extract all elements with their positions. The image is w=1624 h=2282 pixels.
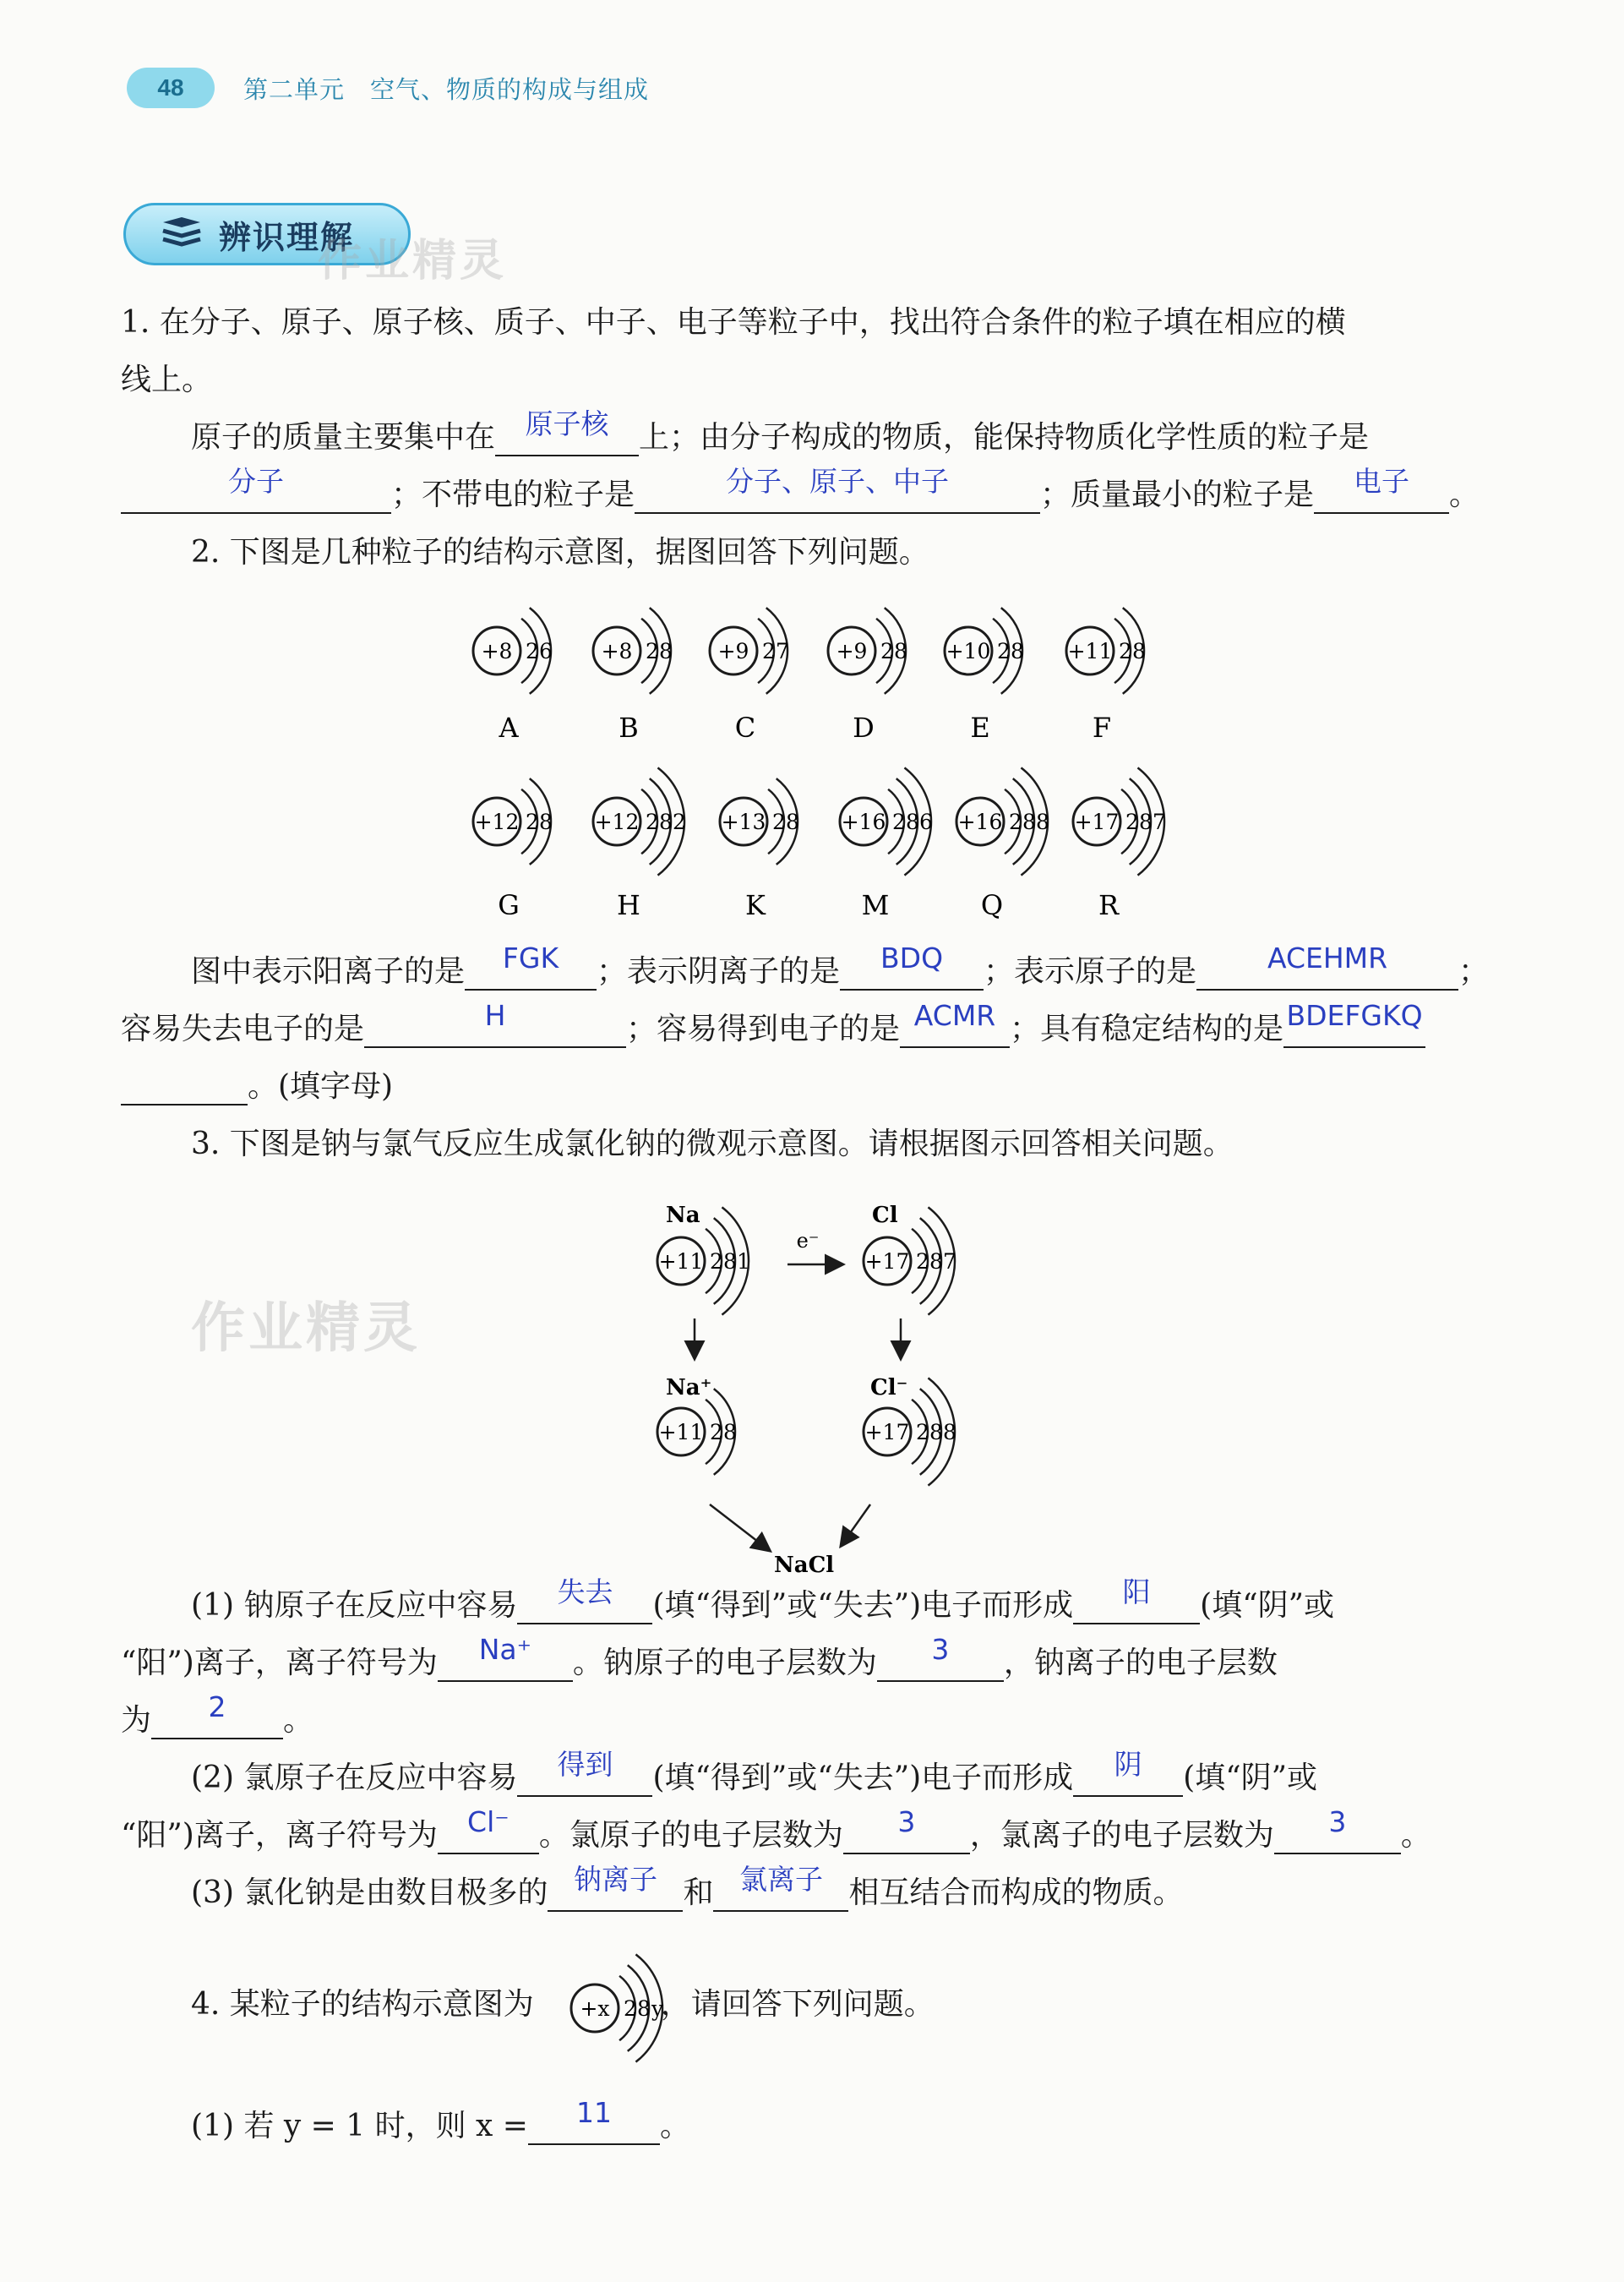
q4-atom-diagram xyxy=(558,1935,701,2088)
shell-electron-count: 2 xyxy=(646,810,659,834)
shell-electron-count: 8 xyxy=(1139,810,1153,834)
nucleus-charge: +12 xyxy=(594,810,640,834)
atom-label: M xyxy=(861,889,890,921)
q3-text: (填“阴”或 xyxy=(1200,1588,1335,1623)
shell-electron-count: 2 xyxy=(526,639,539,663)
atom-K xyxy=(720,778,799,865)
shell-electron-count: 2 xyxy=(916,1249,929,1274)
q3-s3-blank-2[interactable] xyxy=(713,1863,848,1912)
nucleus-charge: +16 xyxy=(957,810,1003,834)
q2-line2 xyxy=(121,999,1514,1048)
shell-electron-count: 8 xyxy=(659,639,673,663)
q3-s2-line2 xyxy=(121,1805,1514,1854)
book-stack-icon xyxy=(160,216,204,253)
atom-label: K xyxy=(745,889,766,921)
q3-s1-blank-5[interactable] xyxy=(151,1690,283,1739)
nucleus-charge: +16 xyxy=(841,810,886,834)
q3-s2-answer-3: Cl⁻ xyxy=(467,1805,510,1838)
q3-s1-line1 xyxy=(191,1575,1514,1624)
q1-text: 。 xyxy=(1449,478,1480,512)
q1-blank-3[interactable] xyxy=(635,465,1040,514)
q1-stem-line1: 1. 在分子、原子、原子核、质子、中子、电子等粒子中，找出符合条件的粒子填在相应的横 xyxy=(121,305,1346,340)
q3-s3-line1 xyxy=(191,1863,1514,1912)
q3-s2-answer-1: 得到 xyxy=(557,1748,613,1781)
atom-Q xyxy=(956,767,1049,875)
na-ion xyxy=(657,1389,737,1475)
nucleus-charge: +17 xyxy=(864,1420,910,1444)
q3-s2-answer-5: 3 xyxy=(1328,1805,1347,1838)
combine-arrow xyxy=(710,1504,769,1550)
q1-blank-4[interactable] xyxy=(1314,465,1449,514)
q1-answer-2: 分子 xyxy=(228,465,284,498)
shell-electron-count: 2 xyxy=(762,639,776,663)
shell-electron-count: 8 xyxy=(723,1420,737,1444)
shell-electron-count: 8 xyxy=(786,810,799,834)
shell-electron-count: 6 xyxy=(919,810,933,834)
q1-stem-line2: 线上。 xyxy=(121,363,213,397)
atom-D xyxy=(828,608,907,694)
q1-line3 xyxy=(191,407,1514,456)
q4-text: (1) 若 y = 1 时，则 x = xyxy=(191,2109,528,2143)
q2-line3 xyxy=(121,1068,1514,1106)
q3-text: (填“得到”或“失去”)电子而形成 xyxy=(652,1761,1074,1795)
shell-electron-count: y xyxy=(651,1996,664,2021)
q2-answer-4: H xyxy=(484,999,506,1032)
unit-title: 第二单元 空气、物质的构成与组成 xyxy=(243,75,650,104)
atom-A xyxy=(473,608,553,694)
q3-text: 。钠原子的电子层数为 xyxy=(572,1646,877,1680)
shell-electron-count: 8 xyxy=(659,810,673,834)
q3-s1-blank-3[interactable] xyxy=(438,1633,573,1682)
q3-s1-line2 xyxy=(121,1633,1514,1682)
q3-s1-blank-4[interactable] xyxy=(877,1633,1004,1682)
q1-text: ；质量最小的粒子是 xyxy=(1040,478,1315,512)
q2-text: ；表示原子的是 xyxy=(984,954,1197,989)
q2-blank-1[interactable] xyxy=(465,942,597,991)
shell-electron-count: 2 xyxy=(624,1996,637,2021)
q1-blank-1[interactable] xyxy=(495,407,639,456)
q2-blank-3[interactable] xyxy=(1196,942,1458,991)
shell-electron-count: 8 xyxy=(1022,810,1036,834)
combine-arrow xyxy=(842,1504,870,1545)
q4-text: ，请回答下列问题。 xyxy=(660,1987,935,2022)
atom-label: B xyxy=(619,712,639,744)
q3-text: (填“得到”或“失去”)电子而形成 xyxy=(652,1588,1074,1623)
nucleus-charge: +12 xyxy=(474,810,520,834)
q2-line1 xyxy=(191,942,1514,991)
atom-label: H xyxy=(617,889,640,921)
shell-electron-count: 7 xyxy=(776,639,789,663)
q3-s1-answer-5: 2 xyxy=(208,1690,226,1723)
shell-electron-count: 8 xyxy=(906,810,919,834)
shell-electron-count: 2 xyxy=(673,810,686,834)
q1-answer-1: 原子核 xyxy=(525,407,609,440)
q4-atom xyxy=(571,1954,664,2061)
nucleus-charge: +11 xyxy=(1067,639,1113,663)
atom-F xyxy=(1066,608,1146,694)
atom-label: Q xyxy=(980,889,1004,921)
q2-text: ；表示阴离子的是 xyxy=(597,954,841,989)
q3-text: 。 xyxy=(1400,1818,1431,1853)
q3-s1-answer-3: Na⁺ xyxy=(478,1633,532,1666)
q2-blank-4[interactable] xyxy=(364,999,626,1048)
nucleus-charge: +9 xyxy=(717,639,749,663)
nacl-label: NaCl xyxy=(774,1553,835,1578)
q4-stem xyxy=(191,1986,1514,2023)
nucleus-charge: +10 xyxy=(946,639,991,663)
atom-E xyxy=(945,608,1024,694)
electron-symbol: e⁻ xyxy=(796,1229,820,1253)
q3-s1-blank-2[interactable] xyxy=(1073,1575,1200,1624)
shell-electron-count: 8 xyxy=(723,1249,737,1274)
q3-s2-line1 xyxy=(191,1748,1514,1797)
q3-s3-blank-1[interactable] xyxy=(548,1863,683,1912)
atom-structure-diagrams xyxy=(0,583,1624,938)
q3-s2-blank-1[interactable] xyxy=(517,1748,652,1797)
q3-s2-blank-2[interactable] xyxy=(1073,1748,1183,1797)
shell-electron-count: 8 xyxy=(637,1996,651,2021)
shell-electron-count: 2 xyxy=(916,1420,929,1444)
shell-electron-count: 7 xyxy=(1153,810,1166,834)
q2-answer-2: BDQ xyxy=(880,942,944,974)
q4-s1-line1 xyxy=(191,2096,1514,2145)
atom-C xyxy=(710,608,789,694)
watermark: 作业精灵 xyxy=(318,236,508,287)
atom-B xyxy=(593,608,673,694)
na-ion-label: Na⁺ xyxy=(666,1375,712,1400)
q3-text: “阳”)离子，离子符号为 xyxy=(121,1646,438,1680)
q3-s3-answer-2: 氯离子 xyxy=(738,1863,823,1896)
nucleus-charge: +17 xyxy=(864,1249,910,1274)
nucleus-charge: +13 xyxy=(721,810,766,834)
q3-s2-answer-2: 阴 xyxy=(1114,1748,1142,1781)
atom-label: F xyxy=(1092,712,1112,744)
q3-text: 。氯原子的电子层数为 xyxy=(538,1818,843,1853)
q2-text: 容易失去电子的是 xyxy=(121,1012,365,1046)
q3-stem: 3. 下图是钠与氯气反应生成氯化钠的微观示意图。请根据图示回答相关问题。 xyxy=(191,1127,1234,1161)
watermark: 作业精灵 xyxy=(191,1297,421,1360)
nacl-formation-diagram xyxy=(591,1192,1065,1580)
q2-answer-1: FGK xyxy=(502,942,559,974)
q3-s1-answer-1: 失去 xyxy=(557,1575,613,1608)
q3-s1-blank-1[interactable] xyxy=(517,1575,652,1624)
shell-electron-count: 2 xyxy=(710,1249,723,1274)
q3-text: 为 xyxy=(121,1703,152,1738)
shell-electron-count: 8 xyxy=(1036,810,1049,834)
shell-electron-count: 2 xyxy=(997,639,1011,663)
q3-text: (2) 氯原子在反应中容易 xyxy=(191,1761,518,1795)
shell-electron-count: 2 xyxy=(1009,810,1022,834)
q3-text: (填“阴”或 xyxy=(1183,1761,1318,1795)
shell-electron-count: 8 xyxy=(943,1420,956,1444)
atom-label: R xyxy=(1098,889,1120,921)
na-label: Na xyxy=(666,1203,700,1228)
shell-electron-count: 2 xyxy=(880,639,894,663)
q2-blank-6[interactable] xyxy=(1283,999,1425,1048)
nucleus-charge: +x xyxy=(580,1996,610,2021)
nucleus-charge: +8 xyxy=(601,639,633,663)
q1-answer-4: 电子 xyxy=(1354,465,1410,498)
q3-text: (1) 钠原子在反应中容易 xyxy=(191,1588,518,1623)
atom-label: G xyxy=(498,889,520,921)
atom-label: E xyxy=(970,712,990,744)
atom-label: D xyxy=(853,712,875,744)
q4-text: 。 xyxy=(659,2109,690,2143)
shell-electron-count: 2 xyxy=(772,810,786,834)
atom-H xyxy=(593,767,686,875)
q2-stem: 2. 下图是几种粒子的结构示意图，据图回答下列问题。 xyxy=(191,535,929,570)
q2-text: 图中表示阳离子的是 xyxy=(191,954,466,989)
cl-label: Cl xyxy=(872,1203,898,1228)
q3-s2-answer-4: 3 xyxy=(897,1805,916,1838)
page-number: 48 xyxy=(127,68,215,108)
shell-electron-count: 2 xyxy=(646,639,659,663)
q3-text: ，钠离子的电子层数 xyxy=(1003,1646,1278,1680)
q2-text: ；具有稳定结构的是 xyxy=(1010,1012,1284,1046)
shell-electron-count: 2 xyxy=(1125,810,1139,834)
q4-text: 4. 某粒子的结构示意图为 xyxy=(191,1987,534,2022)
q1-line4 xyxy=(121,465,1514,514)
q3-text: 。 xyxy=(283,1703,314,1738)
q1-text: 上；由分子构成的物质，能保持物质化学性质的粒子是 xyxy=(639,420,1370,455)
q2-answer-6: BDEFGKQ xyxy=(1286,999,1423,1032)
q3-s2-blank-4[interactable] xyxy=(843,1805,970,1854)
nucleus-charge: +11 xyxy=(658,1420,704,1444)
q4-s1-answer-1: 11 xyxy=(575,2096,612,2129)
q3-s2-blank-5[interactable] xyxy=(1274,1805,1401,1854)
q2-text: ；容易得到电子的是 xyxy=(626,1012,901,1046)
shell-electron-count: 8 xyxy=(539,810,553,834)
shell-electron-count: 2 xyxy=(526,810,539,834)
q1-answer-3: 分子、原子、中子 xyxy=(726,465,950,498)
shell-electron-count: 8 xyxy=(929,1249,943,1274)
q2-answer-3: ACEHMR xyxy=(1267,942,1388,974)
q1-text: 原子的质量主要集中在 xyxy=(191,420,496,455)
nucleus-charge: +11 xyxy=(658,1249,704,1274)
atom-M xyxy=(840,767,933,875)
section-title: 辨识理解 xyxy=(219,218,355,256)
nucleus-charge: +17 xyxy=(1074,810,1120,834)
q3-text: 和 xyxy=(683,1875,714,1910)
atom-label: C xyxy=(734,712,756,744)
shell-electron-count: 2 xyxy=(1119,639,1132,663)
atom-label: A xyxy=(499,712,519,744)
shell-electron-count: 1 xyxy=(737,1249,750,1274)
q2-blank-5[interactable] xyxy=(900,999,1010,1048)
shell-electron-count: 2 xyxy=(710,1420,723,1444)
q2-text: 。(填字母) xyxy=(248,1069,394,1104)
q4-s1-blank-1[interactable] xyxy=(528,2096,660,2145)
q2-text: ； xyxy=(1458,954,1490,989)
q2-blank-2[interactable] xyxy=(840,942,984,991)
q2-blank-6-cont[interactable] xyxy=(121,1070,248,1106)
q3-s1-line3 xyxy=(121,1690,1514,1739)
shell-electron-count: 8 xyxy=(929,1420,943,1444)
q2-answer-5: ACMR xyxy=(913,999,996,1032)
shell-electron-count: 2 xyxy=(892,810,906,834)
q3-text: 相互结合而构成的物质。 xyxy=(848,1875,1184,1910)
nucleus-charge: +8 xyxy=(481,639,513,663)
shell-electron-count: 8 xyxy=(894,639,907,663)
q3-s1-answer-2: 阳 xyxy=(1122,1575,1151,1608)
q3-text: ，氯离子的电子层数为 xyxy=(969,1818,1274,1853)
shell-electron-count: 6 xyxy=(539,639,553,663)
q1-blank-2[interactable] xyxy=(121,465,391,514)
cl-ion-label: Cl⁻ xyxy=(870,1375,908,1400)
q3-s1-answer-4: 3 xyxy=(931,1633,950,1666)
atom-G xyxy=(473,778,553,865)
q3-text: (3) 氯化钠是由数目极多的 xyxy=(191,1875,548,1910)
shell-electron-count: 7 xyxy=(943,1249,956,1274)
nucleus-charge: +9 xyxy=(836,639,868,663)
shell-electron-count: 8 xyxy=(1132,639,1146,663)
shell-electron-count: 8 xyxy=(1011,639,1024,663)
atom-R xyxy=(1073,767,1166,875)
q3-s2-blank-3[interactable] xyxy=(438,1805,539,1854)
q1-text: ；不带电的粒子是 xyxy=(391,478,635,512)
q3-s3-answer-1: 钠离子 xyxy=(573,1863,657,1896)
q3-text: “阳”)离子，离子符号为 xyxy=(121,1818,438,1853)
